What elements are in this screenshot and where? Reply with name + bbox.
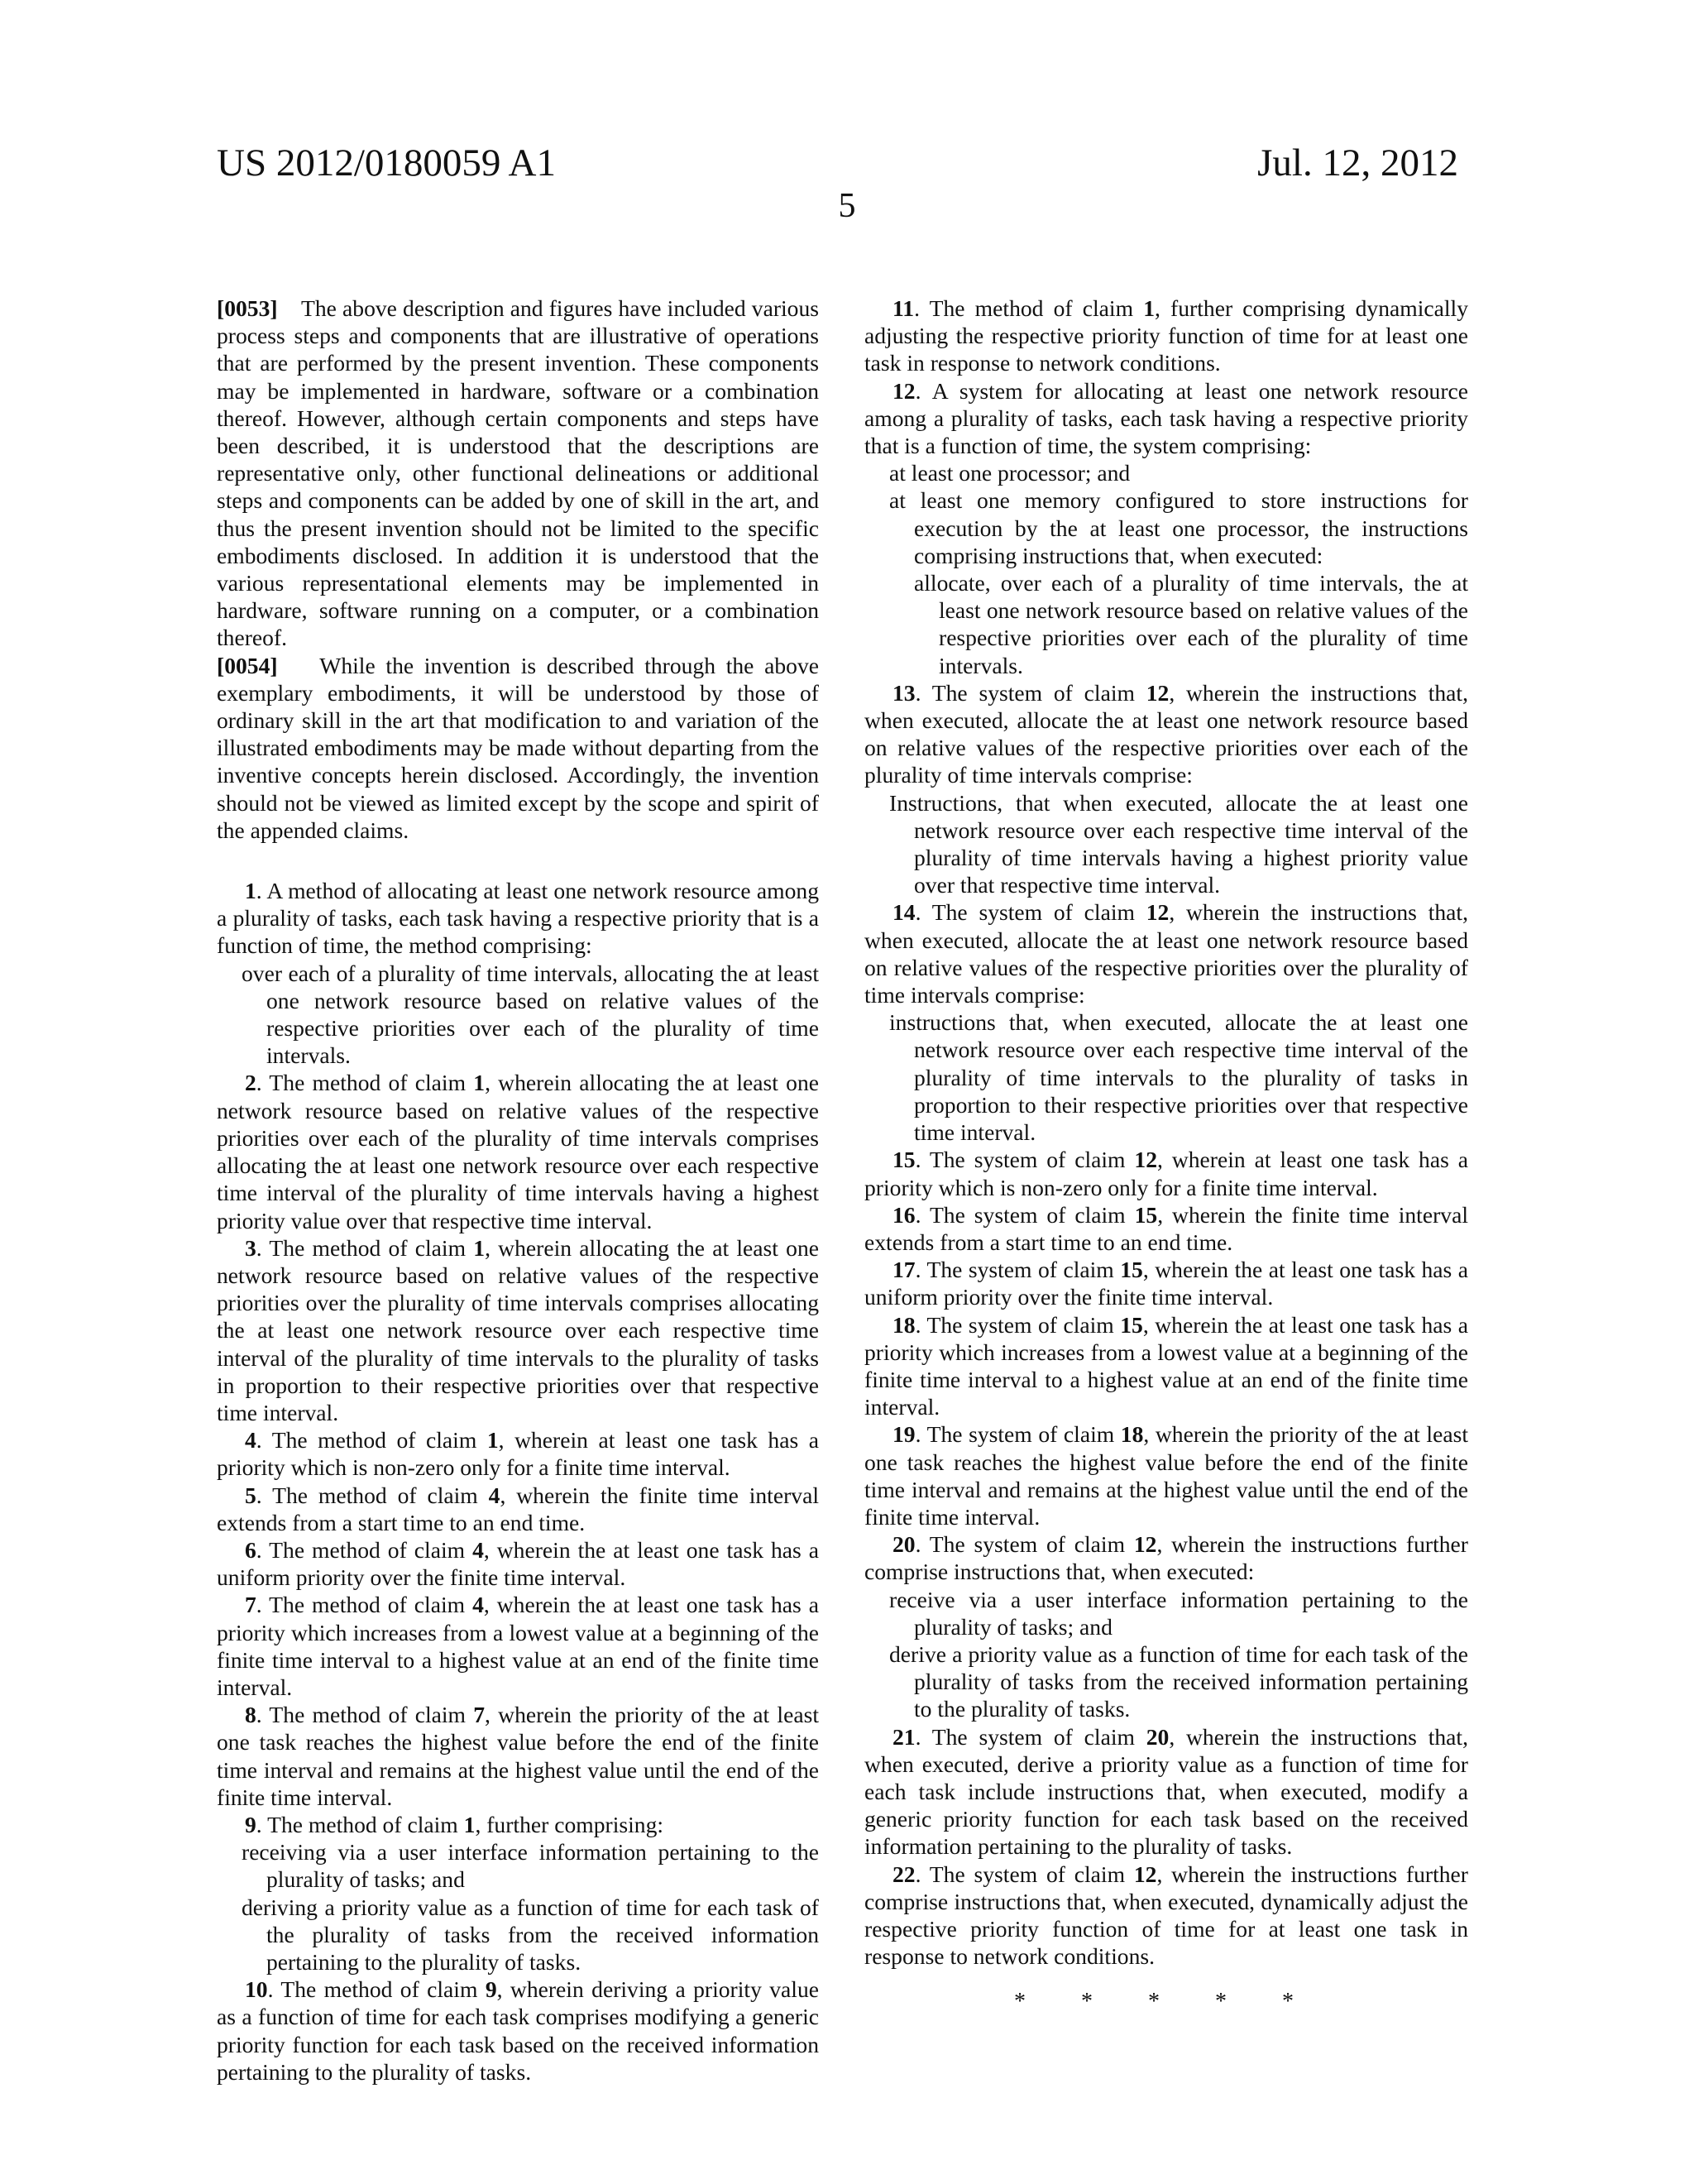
- claim-number: 9: [245, 1811, 256, 1837]
- claim-number: 8: [245, 1702, 256, 1728]
- claim-2: [217, 1069, 819, 1233]
- claim-reference: 12: [1146, 899, 1170, 926]
- claim-reference: 15: [1120, 1257, 1143, 1283]
- paragraph-number: [0054]: [217, 652, 278, 678]
- claim-text: , wherein the instructions further comprise instructions that, when executed:: [864, 1531, 1468, 1585]
- claim-number: 12: [892, 377, 916, 404]
- claim-text: , further comprising:: [475, 1811, 664, 1837]
- claim-number: 2: [245, 1070, 256, 1096]
- claim-number: 1: [245, 878, 256, 904]
- claim-text: . The method of claim: [256, 1234, 474, 1261]
- claim-12: [864, 377, 1468, 460]
- claim-1: [217, 877, 819, 960]
- claim-text: , wherein the finite time interval extends from a start time to an end time.: [864, 1201, 1468, 1255]
- paragraph-0054: [217, 652, 819, 844]
- claim-text: . The system of claim: [915, 1421, 1121, 1448]
- claim-number: 13: [892, 679, 916, 706]
- claim-text: , wherein the at least one task has a uniform priority over the finite time interval.: [217, 1536, 820, 1591]
- claim-text: . A method of allocating at least one network resource among a plurality of tasks, each task having a respective priority that is a function of time, the method comprising:: [217, 878, 819, 959]
- claim-text: . The system of claim: [915, 1201, 1135, 1228]
- claim-19: [864, 1420, 1468, 1530]
- claim-13: [864, 679, 1468, 789]
- claim-reference: 20: [1146, 1723, 1170, 1750]
- claim-3: [217, 1234, 819, 1426]
- claim-9-element: deriving a priority value as a function of time for each task of the plurality of tasks from the received information pertaining to the plurality of tasks.: [242, 1894, 819, 1975]
- claim-text: , wherein the priority of the at least one task reaches the highest value before the end of the finite time interval and remains at the highest value until the end of the finite time interval.: [217, 1702, 820, 1810]
- claim-number: 21: [892, 1723, 916, 1750]
- claim-text: , wherein the finite time interval extends from a start time to an end time.: [217, 1482, 819, 1535]
- claim-18: [864, 1311, 1468, 1421]
- claim-reference: 15: [1134, 1201, 1158, 1228]
- claim-8: [217, 1701, 819, 1811]
- claim-9: [217, 1811, 819, 1838]
- claim-14-element: instructions that, when executed, allocate the at least one network resource over each respective time interval of the plurality of time intervals to the plurality of tasks in proportion to their respective priorities over that respective time interval.: [889, 1009, 1468, 1146]
- claim-text: . The method of claim: [256, 1070, 474, 1096]
- claim-number: 5: [245, 1482, 256, 1508]
- claim-14: [864, 898, 1468, 1008]
- claim-20: [864, 1530, 1468, 1585]
- claim-number: 11: [892, 295, 915, 321]
- claim-7: [217, 1591, 819, 1701]
- claim-number: 17: [892, 1257, 916, 1283]
- claim-reference: 12: [1134, 1147, 1157, 1173]
- claim-text: , wherein the priority of the at least one task reaches the highest value before the end of the finite time interval and remains at the highest value until the end of the finite time interval.: [864, 1421, 1468, 1530]
- paragraph-text: While the invention is described through the above exemplary embodiments, it will be understood by those of ordinary skill in the art that modification to and variation of the illustrated embodiments may be made without departing from the inventive concepts herein disclosed. Accordingly, the invention should not be viewed as limited except by the scope and spirit of the appended claims.: [217, 652, 819, 843]
- claim-reference: 1: [473, 1070, 486, 1096]
- claim-text: . The method of claim: [914, 295, 1144, 321]
- claim-reference: 12: [1133, 1861, 1157, 1887]
- claim-text: , wherein deriving a priority value as a function of time for each task comprises modifying a generic priority function for each task based on the received information pertaining to the plurality of tasks.: [217, 1976, 819, 2085]
- claim-text: , wherein the at least one task has a uniform priority over the finite time interval.: [864, 1257, 1468, 1310]
- claim-text: . The system of claim: [915, 1257, 1121, 1283]
- claim-text: . A system for allocating at least one network resource among a plurality of tasks, each task having a respective priority that is a function of time, the system comprising:: [864, 377, 1468, 459]
- claim-16: [864, 1201, 1468, 1256]
- claim-text: , further comprising dynamically adjusting the respective priority function of time for at least one task in response to network conditions.: [864, 295, 1468, 376]
- claim-12-element: at least one memory configured to store instructions for execution by the at least one processor, the instructions comprising instructions that, when executed:: [889, 487, 1468, 568]
- claim-21: [864, 1723, 1468, 1861]
- claim-text: , wherein at least one task has a priority which is non-zero only for a finite time interval.: [217, 1427, 819, 1481]
- claim-20-element: receive via a user interface information pertaining to the plurality of tasks; and: [889, 1586, 1468, 1640]
- claim-17: [864, 1256, 1468, 1310]
- claim-text: , wherein at least one task has a priority which is non-zero only for a finite time interval.: [864, 1147, 1468, 1200]
- claim-15: [864, 1146, 1468, 1200]
- claim-text: . The method of claim: [256, 1811, 464, 1837]
- paragraph-number: [0053]: [217, 295, 278, 321]
- claim-reference: 1: [463, 1811, 476, 1837]
- claim-9-element: receiving via a user interface information pertaining to the plurality of tasks; and: [242, 1839, 819, 1893]
- claim-text: . The method of claim: [256, 1427, 487, 1454]
- claim-number: 18: [892, 1311, 916, 1338]
- claim-number: 19: [892, 1421, 916, 1448]
- claim-number: 3: [245, 1234, 256, 1261]
- claim-6: [217, 1536, 819, 1591]
- claim-text: , wherein the instructions that, when executed, allocate the at least one network resource based on relative values of the respective priorities over each of the plurality of time intervals comprise:: [864, 679, 1468, 788]
- paragraph-0053: [217, 295, 819, 652]
- claim-number: 4: [245, 1427, 256, 1454]
- claim-20-element: derive a priority value as a function of time for each task of the plurality of tasks from the received information pertaining to the plurality of tasks.: [889, 1640, 1468, 1722]
- claim-number: 16: [892, 1201, 916, 1228]
- claim-text: . The system of claim: [915, 1861, 1134, 1887]
- claim-number: 7: [245, 1592, 256, 1618]
- claim-reference: 15: [1120, 1311, 1143, 1338]
- claim-text: , wherein allocating the at least one network resource based on relative values of the respective priorities over the plurality of time intervals comprises allocating the at least one network resource over each respective time interval of the plurality of time intervals to the plurality of tasks in proportion to their respective priorities over that respective time interval.: [217, 1234, 819, 1425]
- claim-text: . The method of claim: [267, 1976, 486, 2003]
- claim-text: , wherein the instructions that, when executed, derive a priority value as a function of time for each task include instructions that, when executed, modify a generic priority function for each task based on the received information pertaining to the plurality of tasks.: [864, 1723, 1468, 1860]
- claim-number: 15: [892, 1147, 916, 1173]
- claim-reference: 12: [1146, 679, 1170, 706]
- claim-text: . The system of claim: [915, 899, 1146, 926]
- claim-11: [864, 295, 1468, 377]
- claim-text: , wherein the instructions further comprise instructions that, when executed, dynamically adjust the respective priority function of time for at least one task in response to network conditions.: [864, 1861, 1468, 1970]
- claim-reference: 1: [473, 1234, 486, 1261]
- page-number: 5: [838, 187, 856, 225]
- claim-number: 22: [892, 1861, 916, 1887]
- claim-1-element: over each of a plurality of time intervals, allocating the at least one network resource based on relative values of the respective priorities over each of the plurality of time intervals.: [242, 960, 819, 1069]
- right-column: [864, 295, 1468, 2016]
- claim-13-element: Instructions, that when executed, allocate the at least one network resource over each respective time interval of the plurality of time intervals having a highest priority value over that respective time interval.: [889, 789, 1468, 898]
- claim-text: . The system of claim: [915, 1311, 1121, 1338]
- claim-text: . The method of claim: [256, 1482, 489, 1508]
- claim-text: . The system of claim: [915, 679, 1146, 706]
- publication-date: Jul. 12, 2012: [1257, 141, 1458, 184]
- claim-reference: 9: [485, 1976, 497, 2003]
- claim-number: 6: [245, 1536, 256, 1563]
- claim-reference: 4: [472, 1592, 484, 1618]
- claim-text: . The method of claim: [256, 1702, 474, 1728]
- claim-10: [217, 1976, 819, 2086]
- left-column: [217, 295, 819, 2086]
- claim-text: . The method of claim: [256, 1592, 473, 1618]
- claim-4: [217, 1426, 819, 1481]
- claim-text: . The system of claim: [915, 1723, 1146, 1750]
- claim-text: , wherein the instructions that, when executed, allocate the at least one network resource based on relative values of the respective priorities over the plurality of time intervals comprise:: [864, 899, 1468, 1008]
- end-of-document-mark: * * * * *: [1014, 1989, 1318, 2015]
- claim-text: , wherein the at least one task has a priority which increases from a lowest value at a beginning of the finite time interval to a highest value at an end of the finite time interval.: [217, 1592, 820, 1700]
- claim-reference: 1: [1143, 295, 1155, 321]
- claim-reference: 1: [486, 1427, 499, 1454]
- claim-reference: 4: [472, 1536, 484, 1563]
- claim-text: . The method of claim: [256, 1536, 473, 1563]
- claim-text: , wherein allocating the at least one network resource based on relative values of the respective priorities over each of the plurality of time intervals comprises allocating the at least one network resource over each respective time interval of the plurality of time intervals having a highest priority value over that respective time interval.: [217, 1070, 819, 1233]
- claim-text: . The system of claim: [915, 1147, 1135, 1173]
- claim-reference: 12: [1133, 1531, 1157, 1558]
- claim-12-element: at least one processor; and: [889, 460, 1131, 486]
- claim-reference: 18: [1120, 1421, 1144, 1448]
- claim-12-subelement: allocate, over each of a plurality of time intervals, the at least one network resource based on relative values of the respective priorities over each of the plurality of time intervals.: [914, 570, 1468, 678]
- claim-5: [217, 1482, 819, 1536]
- claim-number: 10: [245, 1976, 268, 2003]
- claim-reference: 4: [488, 1482, 500, 1508]
- claim-text: , wherein the at least one task has a priority which increases from a lowest value at a beginning of the finite time interval to a highest value at an end of the finite time interval.: [864, 1311, 1468, 1420]
- publication-number: US 2012/0180059 A1: [217, 141, 556, 184]
- claim-text: . The system of claim: [915, 1531, 1134, 1558]
- claim-22: [864, 1861, 1468, 1971]
- paragraph-text: The above description and figures have included various process steps and components that are illustrative of operations that are performed by the present invention. These components may be implemented in hardware, software or a combination thereof. However, although certain components and steps have been described, it is understood that the descriptions are representative only, other functional delineations or additional steps and components can be added by one of skill in the art, and thus the present invention should not be limited to the specific embodiments disclosed. In addition it is understood that the various representational elements may be implemented in hardware, software running on a computer, or a combination thereof.: [217, 295, 820, 651]
- claim-reference: 7: [473, 1702, 486, 1728]
- claim-number: 20: [892, 1531, 916, 1558]
- claim-number: 14: [892, 899, 916, 926]
